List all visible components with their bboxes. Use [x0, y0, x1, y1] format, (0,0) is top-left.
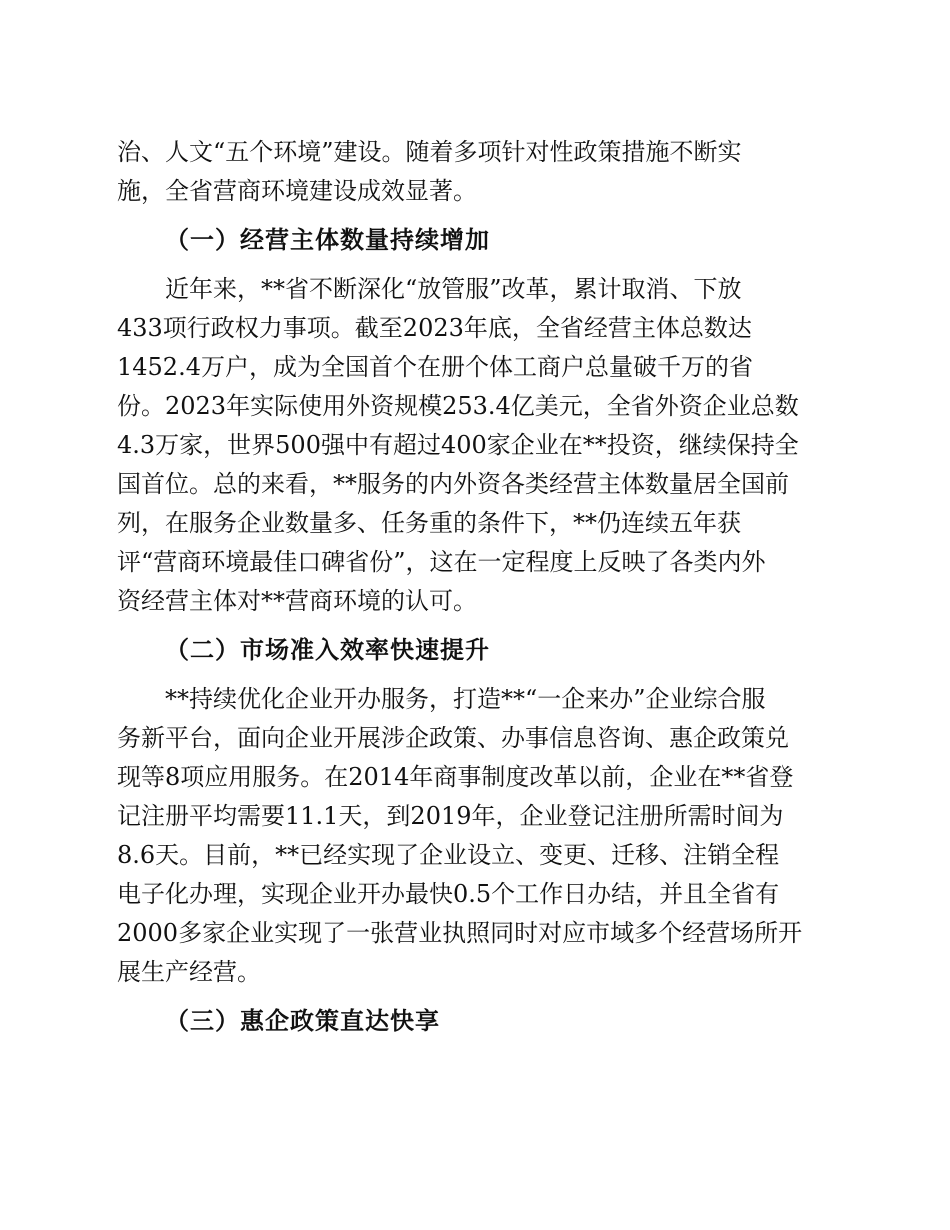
text-line: 展生产经营。: [117, 958, 261, 986]
text-line: 1452.4万户，成为全国首个在册个体工商户总量破千万的省: [117, 353, 753, 381]
section-heading-3: （三）惠企政策直达快享: [165, 1007, 440, 1035]
text-line: 份。2023年实际使用外资规模253.4亿美元，全省外资企业总数: [117, 392, 799, 420]
section2-paragraph: [117, 680, 833, 992]
text-line: 评“营商环境最佳口碑省份”，这在一定程度上反映了各类内外: [117, 548, 766, 576]
text-line: 记注册平均需要11.1天，到2019年，企业登记注册所需时间为: [117, 802, 784, 830]
text-line: 4.3万家，世界500强中有超过400家企业在**投资，继续保持全: [117, 431, 799, 459]
text-line: 资经营主体对**营商环境的认可。: [117, 587, 477, 615]
text-line: 治、人文“五个环境”建设。随着多项针对性政策措施不断实: [117, 138, 742, 166]
text-line: 现等8项应用服务。在2014年商事制度改革以前，企业在**省登: [117, 763, 794, 791]
text-line: 433项行政权力事项。截至2023年底，全省经营主体总数达: [117, 314, 752, 342]
text-line: 2000多家企业实现了一张营业执照同时对应市域多个经营场所开: [117, 919, 803, 947]
intro-paragraph: [117, 133, 833, 211]
document-body: [117, 133, 833, 1041]
text-line: 列，在服务企业数量多、任务重的条件下，**仍连续五年获: [117, 509, 741, 537]
text-line: 近年来，**省不断深化“放管服”改革，累计取消、下放: [165, 275, 742, 303]
text-line: 电子化办理，实现企业开办最快0.5个工作日办结，并且全省有: [117, 880, 780, 908]
text-line: 国首位。总的来看，**服务的内外资各类经营主体数量居全国前: [117, 470, 789, 498]
section-heading-1: （一）经营主体数量持续增加: [165, 226, 490, 254]
text-line: **持续优化企业开办服务，打造**“一企来办”企业综合服: [165, 685, 766, 713]
text-line: 务新平台，面向企业开展涉企政策、办事信息咨询、惠企政策兑: [117, 724, 789, 752]
text-line: 施，全省营商环境建设成效显著。: [117, 177, 477, 205]
section-heading-2: （二）市场准入效率快速提升: [165, 636, 490, 664]
section1-paragraph: [117, 270, 833, 621]
text-line: 8.6天。目前，**已经实现了企业设立、变更、迁移、注销全程: [117, 841, 780, 869]
